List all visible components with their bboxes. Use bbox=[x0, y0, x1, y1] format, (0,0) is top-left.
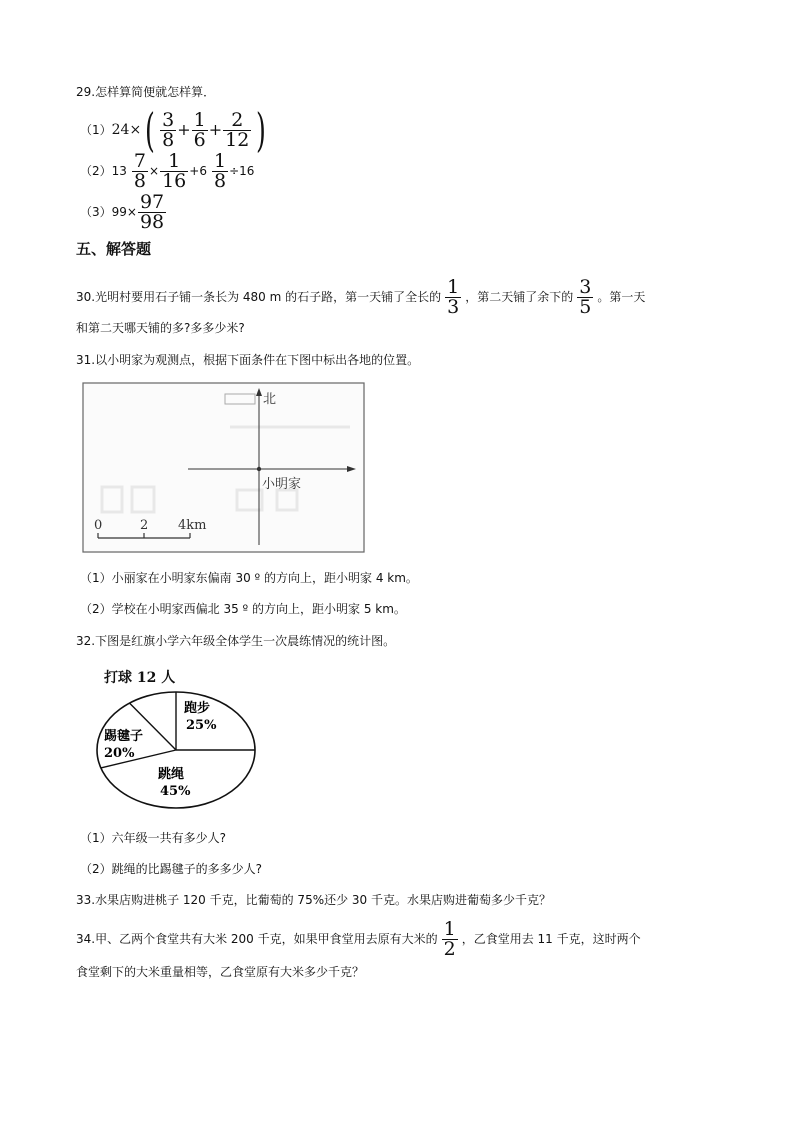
pie-slice-value: 45% bbox=[160, 784, 191, 799]
q31-item2: （2）学校在小明家西偏北 35 º 的方向上，距小明家 5 km。 bbox=[80, 602, 406, 616]
num: 1 bbox=[168, 149, 181, 172]
q30-text3: 。第一天 bbox=[597, 290, 646, 304]
q29-p2-frac1 bbox=[132, 149, 148, 192]
q29-part2 bbox=[80, 151, 254, 191]
q34-text2: ，乙食堂用去 11 千克，这时两个 bbox=[461, 932, 641, 946]
q29-part1 bbox=[80, 103, 270, 157]
q30-line1 bbox=[76, 276, 645, 318]
num: 1 bbox=[213, 149, 227, 172]
q30-line2: 和第二天哪天铺的多?多多少米? bbox=[76, 321, 245, 335]
q29-part3 bbox=[80, 192, 167, 232]
q32-title: 32.下图是红旗小学六年级全体学生一次晨练情况的统计图。 bbox=[76, 634, 396, 648]
num: 97 bbox=[139, 190, 165, 213]
q29-p1-frac2 bbox=[192, 108, 208, 151]
q29-p3-lead: 99× bbox=[111, 205, 137, 219]
q29-p2-tail: ÷16 bbox=[229, 164, 255, 178]
pie-chart bbox=[92, 660, 267, 815]
den: 6 bbox=[193, 128, 206, 151]
left-paren: ( bbox=[145, 103, 156, 157]
q29-p2-frac3 bbox=[212, 149, 228, 192]
den: 8 bbox=[213, 169, 227, 192]
q31-title: 31.以小明家为观测点，根据下面条件在下图中标出各地的位置。 bbox=[76, 353, 420, 367]
q29-p1-lead: 24× bbox=[111, 122, 142, 138]
q32-item1: （1）六年级一共有多少人? bbox=[80, 831, 227, 845]
den: 98 bbox=[139, 210, 165, 233]
den: 16 bbox=[162, 169, 187, 192]
scale-label-2: 2 bbox=[140, 518, 149, 533]
num: 1 bbox=[447, 275, 460, 298]
q30-frac1 bbox=[445, 275, 461, 318]
q29-p1-frac3 bbox=[223, 108, 251, 151]
q29-p2-plus6: +6 bbox=[189, 164, 207, 178]
num: 7 bbox=[133, 149, 147, 172]
den: 5 bbox=[579, 295, 592, 318]
plus-sign: + bbox=[208, 120, 223, 139]
q30-text2: ，第二天铺了余下的 bbox=[465, 290, 574, 304]
pie-slice-label: 跑步 bbox=[184, 701, 211, 716]
q33-text: 33.水果店购进桃子 120 千克，比葡萄的 75%还少 30 千克。水果店购进葡萄多少千克？ bbox=[76, 893, 552, 907]
pie-slice-label: 跳绳 bbox=[158, 767, 185, 782]
home-label: 小明家 bbox=[262, 477, 302, 492]
scale-label-4km: 4km bbox=[178, 518, 207, 533]
q32-item2: （2）跳绳的比踢毽子的多多少人? bbox=[80, 862, 263, 876]
num: 3 bbox=[162, 108, 175, 131]
q29-title: 29.怎样算简便就怎样算． bbox=[76, 85, 216, 99]
direction-map bbox=[82, 382, 365, 553]
pie-slice-label: 踢毽子 bbox=[104, 729, 144, 744]
q31-item1: （1）小丽家在小明家东偏南 30 º 的方向上，距小明家 4 km。 bbox=[80, 571, 418, 585]
num: 3 bbox=[579, 275, 592, 298]
scale-label-0: 0 bbox=[94, 518, 103, 533]
q29-p3-label: （3） bbox=[80, 205, 112, 219]
map-background bbox=[82, 382, 365, 553]
q30-text1: 30.光明村要用石子铺一条长为 480 m 的石子路，第一天铺了全长的 bbox=[76, 290, 442, 304]
num: 2 bbox=[231, 108, 244, 131]
q29-p3-frac bbox=[138, 190, 166, 233]
q30-frac2 bbox=[577, 275, 593, 318]
q29-p1-label: （1） bbox=[80, 123, 112, 137]
section-heading: 五、解答题 bbox=[76, 240, 152, 258]
den: 8 bbox=[133, 169, 147, 192]
pie-slice-value: 20% bbox=[104, 746, 135, 761]
home-point bbox=[257, 467, 261, 471]
den: 3 bbox=[447, 295, 460, 318]
q34-line2: 食堂剩下的大米重量相等，乙食堂原有大米多少千克？ bbox=[76, 965, 365, 979]
pie-slice-value: 25% bbox=[186, 718, 217, 733]
times-sign: × bbox=[149, 164, 160, 178]
right-paren: ) bbox=[256, 103, 267, 157]
num: 1 bbox=[193, 108, 206, 131]
north-label: 北 bbox=[263, 392, 277, 407]
den: 2 bbox=[443, 937, 456, 960]
callout-label: 打球 12 人 bbox=[104, 670, 176, 686]
q29-p2-frac2 bbox=[160, 149, 188, 192]
q34-text1: 34.甲、乙两个食堂共有大米 200 千克，如果甲食堂用去原有大米的 bbox=[76, 932, 438, 946]
q29-p2-label: （2） bbox=[80, 164, 112, 178]
q34-line1 bbox=[76, 918, 641, 960]
den: 8 bbox=[162, 128, 175, 151]
q29-p2-whole1: 13 bbox=[111, 164, 127, 178]
plus-sign: + bbox=[177, 120, 191, 139]
q34-frac bbox=[442, 917, 458, 960]
num: 1 bbox=[443, 917, 456, 940]
q29-p1-frac1 bbox=[160, 108, 176, 151]
den: 12 bbox=[225, 128, 250, 151]
